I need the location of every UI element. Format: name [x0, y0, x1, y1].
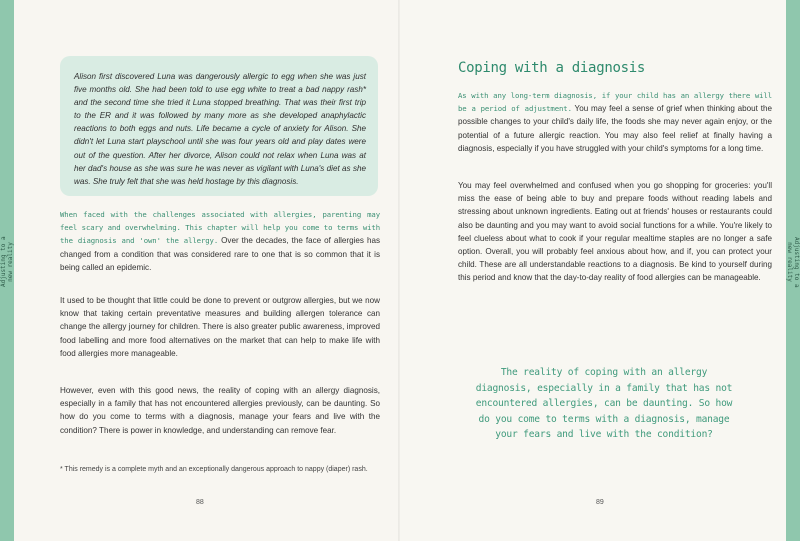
- left-tab-label: Adjusting to a new reality: [0, 236, 14, 287]
- body-paragraph-3: However, even with this good news, the reality of coping with an allergy diagnosis, especially in a family that has not encountered allergies previously, can be daunting. So how do you come to terms with a diagnosis, manage your fears and live with the condition? There is power in knowledge, and understanding can remove fear.: [60, 386, 380, 435]
- case-story-box: [60, 56, 378, 196]
- body-paragraph-2: It used to be thought that little could be done to prevent or outgrow allergies, but we now know that taking certain preventative measures and building allergen tolerance can change the allergy journey for children. There is also greater public awareness, improved food labelling and more food alternatives on the market that can help to make life with food allergies more manageable.: [60, 296, 380, 358]
- case-story-text: Alison first discovered Luna was dangerously allergic to egg when she was just five months old. She had been told to use egg white to treat a bad nappy rash* and the second time she tried it Luna stopped breathing. That was their first trip to the ER and it was followed by many more as she developed anaphylactic reactions to both eggs and nuts. Life became a cycle of anxiety for Alison. She didn't let Luna start playschool until she was four years old and play dates were out of the question. After her divorce, Alison could not relax when Luna was at her dad's house as she was sure he was never as vigilant with Luna's diet as she was. She truly felt that she was held hostage by this diagnosis.: [74, 72, 366, 186]
- left-page: [14, 0, 400, 541]
- intro-highlight: When faced with the challenges associated with allergies, parenting may feel scary and overwhelming. This chapter will help you come to terms with the diagnosis and 'own' the allergy.: [60, 210, 380, 246]
- right-paragraph-1: [458, 89, 772, 155]
- pull-quote: The reality of coping with an allergy diagnosis, especially in a family that has not encountered allergies, can be daunting. So how do you come to terms with a diagnosis, manage your fears and live with the condition?: [475, 367, 733, 440]
- page-number-right: 89: [596, 499, 604, 506]
- section-heading: Coping with a diagnosis: [458, 60, 645, 76]
- right-tab-label: Adjusting to a new reality: [786, 237, 800, 288]
- intro-rest: Over the decades, the face of allergies has changed from a condition that was considered rare to one that is so common that it is being called an epidemic.: [60, 236, 380, 272]
- page-number-left: 88: [196, 499, 204, 506]
- right-page: [400, 0, 786, 541]
- right-p1-highlight: As with any long-term diagnosis, if your child has an allergy there will be a period of adjustment.: [458, 91, 772, 114]
- intro-paragraph: [60, 208, 380, 274]
- right-paragraph-2: You may feel overwhelmed and confused when you go shopping for groceries: you'll miss the ease of being able to buy and prepare foods without reading labels and stressing about unknown ingredients. Eating out at friends' houses or restaurants could also be daunting and you may want to avoid social functions for a while. You're likely to feel clueless about what to cook if your regular mealtime staples are no longer a safe option. Overall, you will probably feel anxious about how, and if, you can protect your child. These are all understandable reactions to a diagnosis. Be kind to yourself during this period and know that the day-to-day reality of food allergies can be manageable.: [458, 181, 772, 283]
- footnote: * This remedy is a complete myth and an exceptionally dangerous approach to nappy (diaper) rash.: [60, 466, 368, 473]
- right-p1-rest: You may feel a sense of grief when thinking about the possible changes to your child's daily life, the foods she may never again enjoy, or the potential of a future allergic reaction. You may also feel relief at finally having a diagnosis, especially if you have struggled with your child's symptoms for a long time.: [458, 104, 772, 153]
